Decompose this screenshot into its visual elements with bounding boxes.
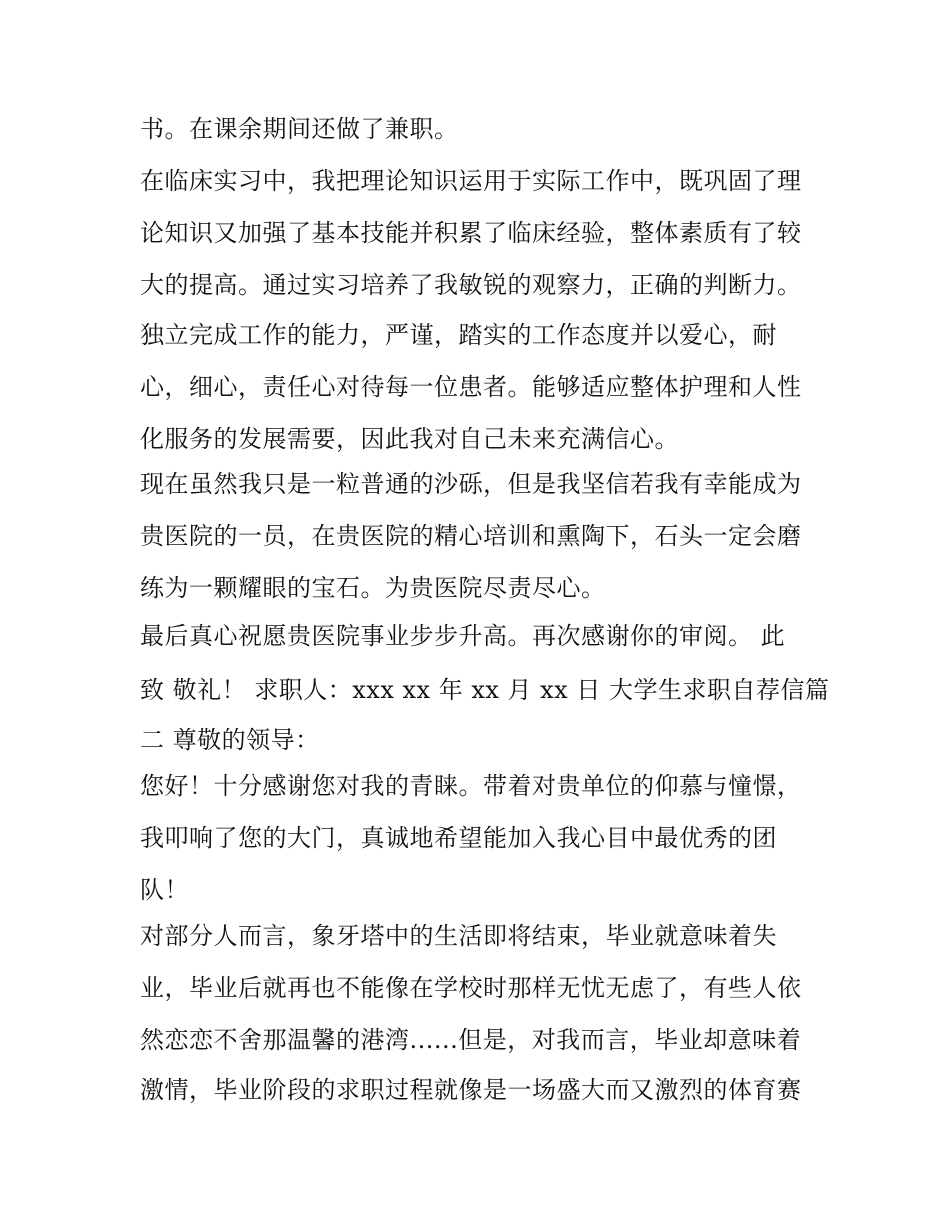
text-line: 练为一颗耀眼的宝石。为贵医院尽责尽心。 — [140, 574, 606, 602]
text-line: 您好！十分感谢您对我的青睐。带着对贵单位的仰慕与憧憬， — [140, 772, 802, 800]
text-line: 书。在课余期间还做了兼职。 — [140, 115, 459, 143]
text-line: 独立完成工作的能力，严谨，踏实的工作态度并以爱心，耐 — [140, 321, 777, 349]
text-line: 心，细心，责任心对待每一位患者。能够适应整体护理和人性 — [140, 373, 802, 401]
text-line: 化服务的发展需要，因此我对自己未来充满信心。 — [140, 425, 679, 453]
text-line: 致 敬礼！ 求职人：xxx xx 年 xx 月 xx 日 大学生求职自荐信篇 — [140, 676, 830, 704]
text-line: 论知识又加强了基本技能并积累了临床经验，整体素质有了较 — [140, 219, 802, 247]
text-line: 最后真心祝愿贵医院事业步步升高。再次感谢你的审阅。 此 — [140, 622, 786, 650]
text-line: 队！ — [140, 876, 189, 904]
text-line: 激情，毕业阶段的求职过程就像是一场盛大而又激烈的体育赛 — [140, 1076, 802, 1104]
text-line: 我叩响了您的大门，真诚地希望能加入我心目中最优秀的团 — [140, 824, 777, 852]
text-line: 二 尊敬的领导： — [140, 726, 320, 754]
text-line: 在临床实习中，我把理论知识运用于实际工作中，既巩固了理 — [140, 167, 802, 195]
text-line: 现在虽然我只是一粒普通的沙砾，但是我坚信若我有幸能成为 — [140, 470, 802, 498]
text-line: 业，毕业后就再也不能像在学校时那样无忧无虑了，有些人依 — [140, 974, 802, 1002]
text-line: 然恋恋不舍那温馨的港湾......但是，对我而言，毕业却意味着 — [140, 1026, 802, 1054]
text-line: 贵医院的一员，在贵医院的精心培训和熏陶下，石头一定会磨 — [140, 522, 802, 550]
text-line: 大的提高。通过实习培养了我敏锐的观察力，正确的判断力。 — [140, 271, 802, 299]
text-line: 对部分人而言，象牙塔中的生活即将结束，毕业就意味着失 — [140, 922, 777, 950]
